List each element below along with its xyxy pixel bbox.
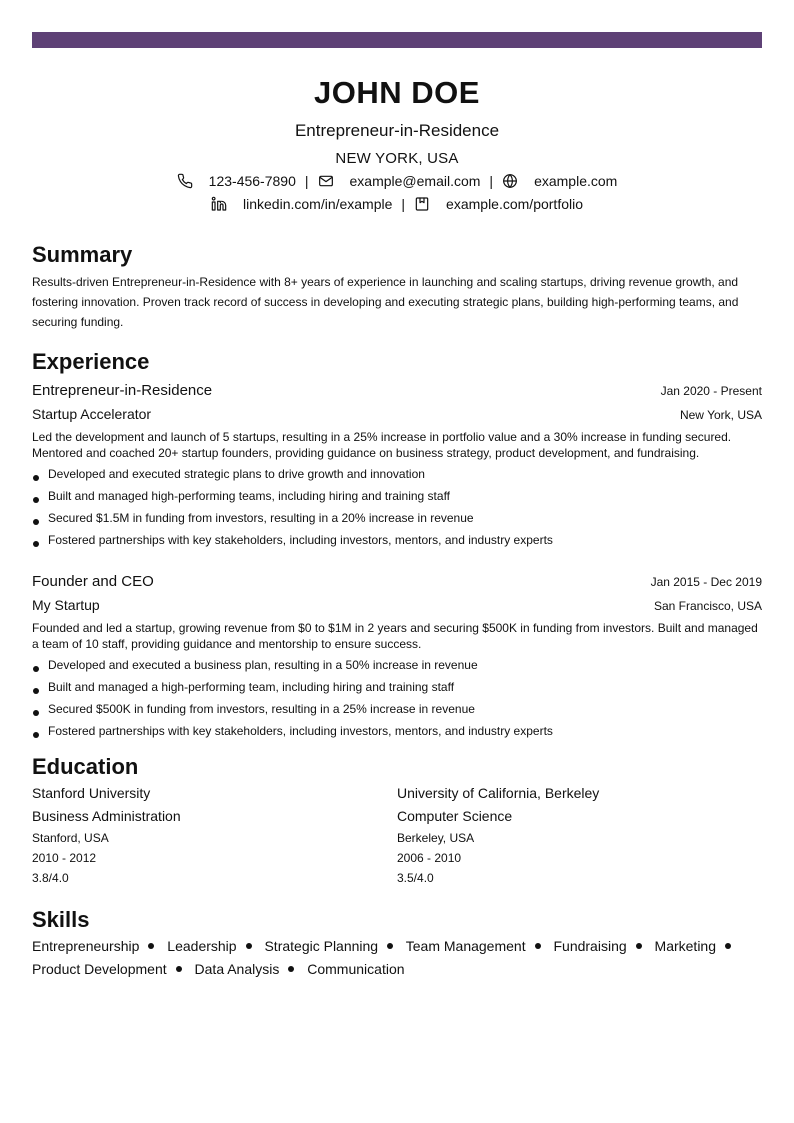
skill-item: Marketing — [654, 938, 716, 954]
edu-school: Stanford University — [32, 785, 151, 801]
skill-item: Data Analysis — [194, 961, 280, 977]
separator: | — [401, 196, 406, 212]
education-grid — [32, 782, 762, 888]
skills-heading: Skills — [32, 907, 90, 932]
contact-linkedin[interactable] — [211, 194, 392, 214]
job-location: San Francisco, USA — [653, 599, 762, 613]
skill-item: Fundraising — [553, 938, 627, 954]
experience-section — [32, 349, 762, 742]
job-date: Jan 2020 - Present — [660, 384, 762, 398]
phone-icon — [177, 173, 193, 189]
job-company: My Startup — [32, 597, 100, 613]
list-item: Fostered partnerships with key stakeholders, including investors, mentors, and industry experts — [32, 529, 762, 551]
website-text: example.com — [534, 173, 618, 189]
summary-text: Results-driven Entrepreneur-in-Residence with 8+ years of experience in launching and scaling startups, driving revenue growth, and fostering innovation. Proven track record of success in developing and executing strategic plans, building high-performing teams, and securing funding. — [32, 275, 739, 329]
resume-page — [32, 75, 762, 214]
job-bullets — [32, 463, 762, 551]
list-item: Built and managed a high-performing team, including hiring and training staff — [32, 676, 762, 698]
bullet-dot — [288, 966, 294, 972]
globe-icon — [502, 173, 518, 189]
edu-degree: Business Administration — [32, 808, 181, 824]
skill-item: Entrepreneurship — [32, 938, 140, 954]
job-entry — [32, 570, 762, 742]
job-description: Founded and led a startup, growing revenue from $0 to $1M in 2 years and securing $500K in funding from investors. Built and managed a team of 10 staff, providing guidance and mentorship to ensure success. — [32, 621, 758, 651]
email-text: example@email.com — [349, 173, 481, 189]
bullet-dot — [148, 943, 154, 949]
contact-phone[interactable] — [177, 171, 296, 191]
job-company: Startup Accelerator — [32, 406, 152, 422]
edu-gpa: 3.8/4.0 — [32, 871, 69, 885]
job-date: Jan 2015 - Dec 2019 — [650, 575, 762, 589]
linkedin-text: linkedin.com/in/example — [243, 196, 393, 212]
list-item: Secured $500K in funding from investors, resulting in a 25% increase in revenue — [32, 698, 762, 720]
job-entry — [32, 379, 762, 551]
skill-item: Communication — [307, 961, 405, 977]
phone-text: 123-456-7890 — [208, 173, 296, 189]
separator: | — [489, 173, 494, 189]
edu-location: Stanford, USA — [32, 831, 109, 845]
contact-line-1 — [32, 171, 762, 191]
portfolio-text: example.com/portfolio — [446, 196, 583, 212]
separator: | — [304, 173, 309, 189]
skill-item: Team Management — [405, 938, 526, 954]
education-section — [32, 754, 762, 888]
edu-years: 2006 - 2010 — [397, 851, 462, 865]
candidate-location: NEW YORK, USA — [335, 150, 459, 167]
skills-list — [32, 935, 762, 981]
email-icon — [318, 173, 334, 189]
contact-portfolio[interactable] — [414, 194, 583, 214]
list-item: Developed and executed a business plan, resulting in a 50% increase in revenue — [32, 654, 762, 676]
bullet-dot — [387, 943, 393, 949]
edu-location: Berkeley, USA — [397, 831, 475, 845]
edu-degree: Computer Science — [397, 808, 513, 824]
contact-website[interactable] — [502, 171, 617, 191]
summary-section — [32, 242, 762, 332]
edu-school: University of California, Berkeley — [397, 785, 600, 801]
skill-item: Strategic Planning — [264, 938, 379, 954]
accent-bar — [32, 32, 762, 48]
bullet-dot — [176, 966, 182, 972]
job-role: Entrepreneur-in-Residence — [32, 382, 213, 399]
job-location: New York, USA — [679, 408, 762, 422]
education-heading: Education — [32, 754, 139, 779]
skills-section — [32, 907, 762, 981]
list-item: Fostered partnerships with key stakeholders, including investors, mentors, and industry experts — [32, 720, 762, 742]
list-item: Secured $1.5M in funding from investors, resulting in a 20% increase in revenue — [32, 507, 762, 529]
candidate-title: Entrepreneur-in-Residence — [294, 121, 500, 140]
bullet-dot — [246, 943, 252, 949]
education-entry — [397, 782, 762, 888]
job-role: Founder and CEO — [32, 573, 154, 590]
contact-line-2 — [32, 194, 762, 214]
skill-item: Product Development — [32, 961, 167, 977]
education-entry — [32, 782, 397, 888]
contact-email[interactable] — [318, 171, 481, 191]
edu-years: 2010 - 2012 — [32, 851, 97, 865]
candidate-name: JOHN DOE — [314, 75, 480, 110]
summary-heading: Summary — [32, 242, 133, 267]
bullet-dot — [725, 943, 731, 949]
list-item: Developed and executed strategic plans to drive growth and innovation — [32, 463, 762, 485]
bullet-dot — [636, 943, 642, 949]
skill-item: Leadership — [167, 938, 237, 954]
bullet-dot — [535, 943, 541, 949]
job-description: Led the development and launch of 5 startups, resulting in a 25% increase in portfolio value and a 30% increase in funding secured. Mentored and coached 20+ startup founders, providing guidance on business strategy, product development, and fundraising. — [32, 430, 732, 460]
portfolio-icon — [414, 196, 430, 212]
linkedin-icon — [211, 196, 227, 212]
edu-gpa: 3.5/4.0 — [397, 871, 434, 885]
experience-heading: Experience — [32, 349, 150, 374]
job-bullets — [32, 654, 762, 742]
list-item: Built and managed high-performing teams, including hiring and training staff — [32, 485, 762, 507]
